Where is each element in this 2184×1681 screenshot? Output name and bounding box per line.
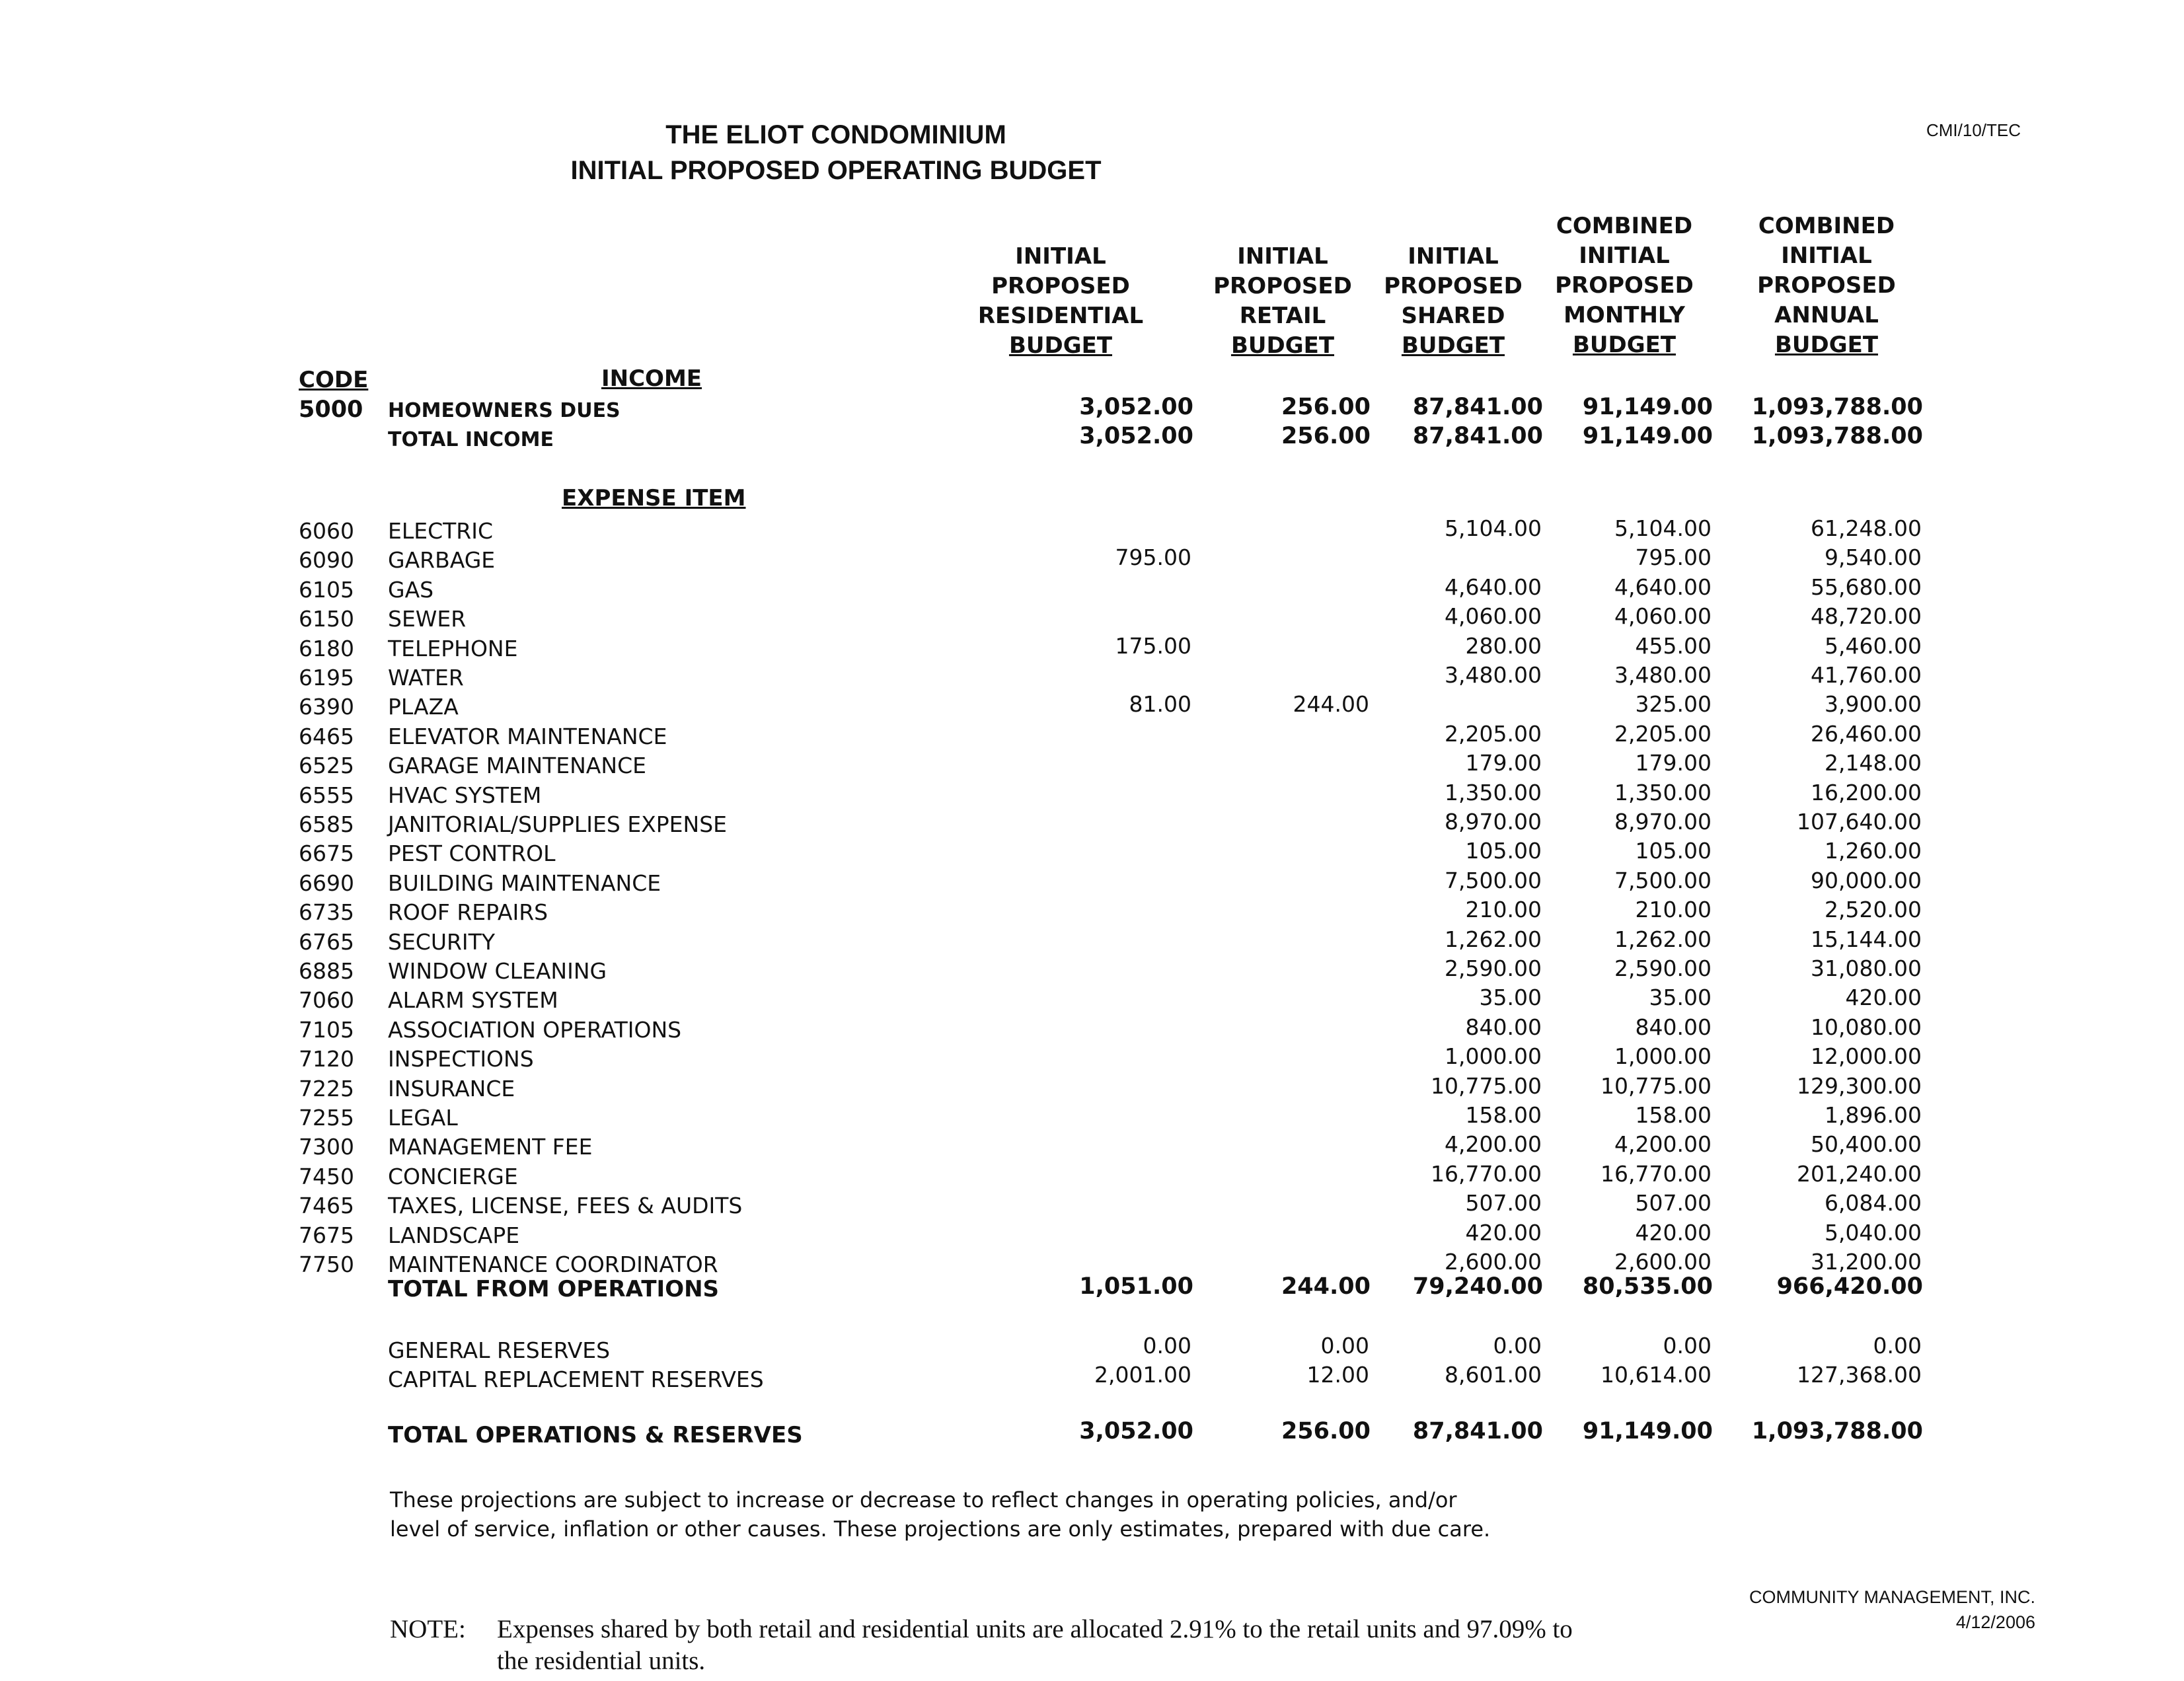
expense-value: 2,600.00 <box>1614 1249 1712 1275</box>
grand-total-value: 87,841.00 <box>1412 1418 1543 1444</box>
expense-label: LANDSCAPE <box>388 1222 520 1248</box>
expense-code: 6390 <box>299 694 354 720</box>
grand-total-value: 1,093,788.00 <box>1751 1418 1923 1444</box>
total-income-value: 87,841.00 <box>1412 423 1543 449</box>
expense-code: 6180 <box>299 636 354 661</box>
capital-reserves-label: CAPITAL REPLACEMENT RESERVES <box>388 1366 764 1392</box>
disclaimer-line: level of service, inflation or other causes. These projections are only estimates, prepared with due care. <box>390 1516 1491 1542</box>
expense-label: GARBAGE <box>388 547 496 573</box>
expense-code: 6885 <box>299 958 354 984</box>
expense-code: 7675 <box>299 1222 354 1248</box>
expense-value: 16,200.00 <box>1811 780 1922 805</box>
expense-label: SECURITY <box>388 929 495 955</box>
expense-value: 107,640.00 <box>1797 809 1922 835</box>
expense-code: 6690 <box>299 870 354 896</box>
column-header-line: MONTHLY <box>1563 302 1685 328</box>
expense-value: 4,640.00 <box>1445 574 1542 600</box>
column-header-line: BUDGET <box>1008 332 1113 359</box>
column-header-line: PROPOSED <box>1757 272 1896 299</box>
expense-heading: EXPENSE ITEM <box>562 485 746 511</box>
expense-value: 5,460.00 <box>1825 633 1922 659</box>
expense-value: 420.00 <box>1465 1220 1542 1246</box>
expense-value: 31,080.00 <box>1811 955 1922 981</box>
expense-code: 7750 <box>299 1251 354 1277</box>
expense-code: 6060 <box>299 518 354 544</box>
note-line: Expenses shared by both retail and residential units are allocated 2.91% to the retail units and 97.09% to <box>497 1615 1573 1643</box>
expense-code: 6735 <box>299 899 354 925</box>
total-income-value: 91,149.00 <box>1582 423 1713 449</box>
expense-value: 81.00 <box>1129 691 1191 717</box>
expense-label: GARAGE MAINTENANCE <box>388 753 646 778</box>
expense-value: 2,205.00 <box>1614 721 1712 747</box>
expense-value: 2,590.00 <box>1445 955 1542 981</box>
expense-label: PLAZA <box>388 694 459 720</box>
expense-value: 50,400.00 <box>1811 1131 1922 1157</box>
expense-value: 41,760.00 <box>1811 662 1922 688</box>
expense-code: 6465 <box>299 724 354 749</box>
expense-code: 7300 <box>299 1134 354 1160</box>
expense-value: 5,040.00 <box>1825 1220 1922 1246</box>
column-header-line: SHARED <box>1401 303 1505 329</box>
expense-label: ELEVATOR MAINTENANCE <box>388 724 667 749</box>
expense-code: 7060 <box>299 987 354 1013</box>
grand-total-value: 91,149.00 <box>1582 1418 1713 1444</box>
expense-value: 507.00 <box>1465 1190 1542 1216</box>
expense-value: 16,770.00 <box>1600 1161 1712 1187</box>
expense-code: 6555 <box>299 782 354 808</box>
column-header-line: BUDGET <box>1774 332 1879 358</box>
expense-value: 158.00 <box>1465 1102 1542 1128</box>
total-operations-value: 244.00 <box>1281 1273 1371 1300</box>
expense-value: 1,260.00 <box>1825 838 1922 864</box>
expense-value: 325.00 <box>1635 691 1712 717</box>
expense-value: 840.00 <box>1635 1014 1712 1040</box>
total-operations-label: TOTAL FROM OPERATIONS <box>388 1276 720 1302</box>
column-header-annual <box>1717 211 1936 360</box>
expense-value: 179.00 <box>1635 750 1712 776</box>
expense-value: 2,205.00 <box>1445 721 1542 747</box>
expense-value: 2,148.00 <box>1825 750 1922 776</box>
note-label: NOTE: <box>390 1615 466 1643</box>
expense-value: 5,104.00 <box>1445 515 1542 541</box>
document-title: THE ELIOT CONDOMINIUM <box>665 120 1006 149</box>
column-header-line: PROPOSED <box>1213 273 1352 299</box>
expense-value: 61,248.00 <box>1811 515 1922 541</box>
column-header-line: RESIDENTIAL <box>977 303 1144 329</box>
expense-value: 16,770.00 <box>1431 1161 1542 1187</box>
expense-code: 6585 <box>299 811 354 837</box>
expense-value: 840.00 <box>1465 1014 1542 1040</box>
total-income-value: 256.00 <box>1281 423 1371 449</box>
capital-reserves-value: 10,614.00 <box>1600 1362 1712 1388</box>
expense-label: LEGAL <box>388 1105 458 1131</box>
expense-value: 1,350.00 <box>1614 780 1712 805</box>
total-operations-value: 79,240.00 <box>1412 1273 1543 1300</box>
expense-value: 7,500.00 <box>1614 868 1712 893</box>
capital-reserves-value: 127,368.00 <box>1797 1362 1922 1388</box>
expense-label: ELECTRIC <box>388 518 493 544</box>
column-header-line: BUDGET <box>1401 332 1505 359</box>
expense-value: 210.00 <box>1635 897 1712 922</box>
total-income-label: TOTAL INCOME <box>388 428 554 451</box>
expense-value: 2,520.00 <box>1825 897 1922 922</box>
expense-value: 4,640.00 <box>1614 574 1712 600</box>
expense-value: 4,200.00 <box>1614 1131 1712 1157</box>
expense-value: 9,540.00 <box>1825 544 1922 570</box>
expense-value: 6,084.00 <box>1825 1190 1922 1216</box>
expense-value: 90,000.00 <box>1811 868 1922 893</box>
expense-value: 2,600.00 <box>1445 1249 1542 1275</box>
expense-label: SEWER <box>388 606 467 632</box>
column-header-line: COMBINED <box>1758 213 1895 239</box>
expense-label: INSPECTIONS <box>388 1046 534 1072</box>
column-header-line: INITIAL <box>1015 243 1106 270</box>
document-subtitle: INITIAL PROPOSED OPERATING BUDGET <box>570 156 1102 185</box>
company-name: COMMUNITY MANAGEMENT, INC. <box>1749 1587 2035 1607</box>
expense-value: 1,000.00 <box>1614 1043 1712 1069</box>
column-header-line: RETAIL <box>1239 303 1326 329</box>
code-heading: CODE <box>299 367 369 393</box>
expense-value: 1,262.00 <box>1614 926 1712 952</box>
expense-value: 35.00 <box>1479 985 1542 1010</box>
expense-value: 1,262.00 <box>1445 926 1542 952</box>
expense-label: GAS <box>388 577 434 603</box>
expense-code: 6090 <box>299 547 354 573</box>
column-header-line: COMBINED <box>1556 213 1693 239</box>
expense-value: 280.00 <box>1465 633 1542 659</box>
expense-value: 3,480.00 <box>1614 662 1712 688</box>
expense-value: 31,200.00 <box>1811 1249 1922 1275</box>
column-header-residential <box>952 242 1170 361</box>
general-reserves-value: 0.00 <box>1663 1333 1712 1359</box>
expense-value: 7,500.00 <box>1445 868 1542 893</box>
expense-label: ASSOCIATION OPERATIONS <box>388 1017 682 1043</box>
income-value: 91,149.00 <box>1582 394 1713 420</box>
expense-value: 26,460.00 <box>1811 721 1922 747</box>
column-header-monthly <box>1515 211 1733 360</box>
expense-value: 3,480.00 <box>1445 662 1542 688</box>
column-header-line: PROPOSED <box>991 273 1130 299</box>
income-value: 3,052.00 <box>1079 394 1193 420</box>
column-header-line: BUDGET <box>1230 332 1335 359</box>
expense-code: 7450 <box>299 1164 354 1189</box>
grand-total-value: 256.00 <box>1281 1418 1371 1444</box>
column-header-line: BUDGET <box>1572 332 1676 358</box>
capital-reserves-value: 12.00 <box>1306 1362 1369 1388</box>
general-reserves-label: GENERAL RESERVES <box>388 1337 611 1363</box>
column-header-line: INITIAL <box>1237 243 1328 270</box>
expense-value: 4,060.00 <box>1445 603 1542 629</box>
grand-total-label: TOTAL OPERATIONS & RESERVES <box>388 1422 803 1448</box>
expense-label: WATER <box>388 665 464 691</box>
expense-value: 210.00 <box>1465 897 1542 922</box>
expense-value: 35.00 <box>1649 985 1712 1010</box>
expense-code: 7120 <box>299 1046 354 1072</box>
expense-label: JANITORIAL/SUPPLIES EXPENSE <box>388 811 728 837</box>
income-value: 256.00 <box>1281 394 1371 420</box>
expense-value: 105.00 <box>1465 838 1542 864</box>
column-header-line: PROPOSED <box>1384 273 1523 299</box>
expense-value: 15,144.00 <box>1811 926 1922 952</box>
income-label: HOMEOWNERS DUES <box>388 399 621 422</box>
expense-label: ROOF REPAIRS <box>388 899 548 925</box>
expense-label: MANAGEMENT FEE <box>388 1134 593 1160</box>
expense-label: TELEPHONE <box>388 636 518 661</box>
expense-value: 4,200.00 <box>1445 1131 1542 1157</box>
grand-total-value: 3,052.00 <box>1079 1418 1193 1444</box>
note-line: the residential units. <box>497 1647 706 1675</box>
expense-code: 6675 <box>299 840 354 866</box>
expense-value: 179.00 <box>1465 750 1542 776</box>
expense-value: 455.00 <box>1635 633 1712 659</box>
expense-value: 129,300.00 <box>1797 1073 1922 1099</box>
expense-label: INSURANCE <box>388 1076 515 1102</box>
expense-label: CONCIERGE <box>388 1164 518 1189</box>
expense-label: HVAC SYSTEM <box>388 782 542 808</box>
total-operations-value: 966,420.00 <box>1776 1273 1923 1300</box>
expense-value: 48,720.00 <box>1811 603 1922 629</box>
expense-code: 7105 <box>299 1017 354 1043</box>
expense-value: 10,775.00 <box>1431 1073 1542 1099</box>
income-value: 87,841.00 <box>1412 394 1543 420</box>
document-date: 4/12/2006 <box>1955 1612 2035 1632</box>
expense-value: 201,240.00 <box>1797 1161 1922 1187</box>
expense-code: 6150 <box>299 606 354 632</box>
expense-value: 3,900.00 <box>1825 691 1922 717</box>
column-header-line: ANNUAL <box>1774 302 1879 328</box>
expense-label: PEST CONTROL <box>388 840 556 866</box>
expense-value: 5,104.00 <box>1614 515 1712 541</box>
expense-value: 244.00 <box>1293 691 1369 717</box>
expense-code: 6765 <box>299 929 354 955</box>
column-header-line: INITIAL <box>1781 243 1872 269</box>
general-reserves-value: 0.00 <box>1320 1333 1369 1359</box>
general-reserves-value: 0.00 <box>1873 1333 1922 1359</box>
expense-label: TAXES, LICENSE, FEES & AUDITS <box>388 1193 743 1218</box>
expense-label: WINDOW CLEANING <box>388 958 607 984</box>
expense-label: MAINTENANCE COORDINATOR <box>388 1251 718 1277</box>
column-header-line: INITIAL <box>1408 243 1499 270</box>
disclaimer-line: These projections are subject to increase or decrease to reflect changes in operating policies, and/or <box>390 1487 1457 1513</box>
general-reserves-value: 0.00 <box>1493 1333 1542 1359</box>
expense-code: 7255 <box>299 1105 354 1131</box>
general-reserves-value: 0.00 <box>1143 1333 1191 1359</box>
expense-code: 6525 <box>299 753 354 778</box>
expense-value: 1,350.00 <box>1445 780 1542 805</box>
column-header-line: PROPOSED <box>1555 272 1694 299</box>
expense-value: 8,970.00 <box>1445 809 1542 835</box>
expense-value: 158.00 <box>1635 1102 1712 1128</box>
income-code: 5000 <box>299 396 363 423</box>
total-operations-value: 1,051.00 <box>1079 1273 1193 1300</box>
expense-label: BUILDING MAINTENANCE <box>388 870 661 896</box>
expense-code: 6195 <box>299 665 354 691</box>
capital-reserves-value: 2,001.00 <box>1094 1362 1191 1388</box>
expense-value: 795.00 <box>1635 544 1712 570</box>
income-value: 1,093,788.00 <box>1751 394 1923 420</box>
expense-value: 420.00 <box>1635 1220 1712 1246</box>
expense-value: 10,775.00 <box>1600 1073 1712 1099</box>
expense-code: 7225 <box>299 1076 354 1102</box>
expense-value: 795.00 <box>1115 544 1191 570</box>
expense-value: 8,970.00 <box>1614 809 1712 835</box>
total-income-value: 3,052.00 <box>1079 423 1193 449</box>
document-reference: CMI/10/TEC <box>1926 120 2021 140</box>
expense-code: 7465 <box>299 1193 354 1218</box>
capital-reserves-value: 8,601.00 <box>1445 1362 1542 1388</box>
expense-value: 1,000.00 <box>1445 1043 1542 1069</box>
income-heading: INCOME <box>601 365 702 392</box>
expense-value: 1,896.00 <box>1825 1102 1922 1128</box>
expense-value: 4,060.00 <box>1614 603 1712 629</box>
expense-code: 6105 <box>299 577 354 603</box>
column-header-line: INITIAL <box>1579 243 1670 269</box>
expense-value: 10,080.00 <box>1811 1014 1922 1040</box>
expense-value: 420.00 <box>1845 985 1922 1010</box>
expense-value: 507.00 <box>1635 1190 1712 1216</box>
expense-value: 105.00 <box>1635 838 1712 864</box>
expense-value: 55,680.00 <box>1811 574 1922 600</box>
total-income-value: 1,093,788.00 <box>1751 423 1923 449</box>
total-operations-value: 80,535.00 <box>1582 1273 1713 1300</box>
expense-value: 2,590.00 <box>1614 955 1712 981</box>
expense-label: ALARM SYSTEM <box>388 987 558 1013</box>
expense-value: 175.00 <box>1115 633 1191 659</box>
expense-value: 12,000.00 <box>1811 1043 1922 1069</box>
